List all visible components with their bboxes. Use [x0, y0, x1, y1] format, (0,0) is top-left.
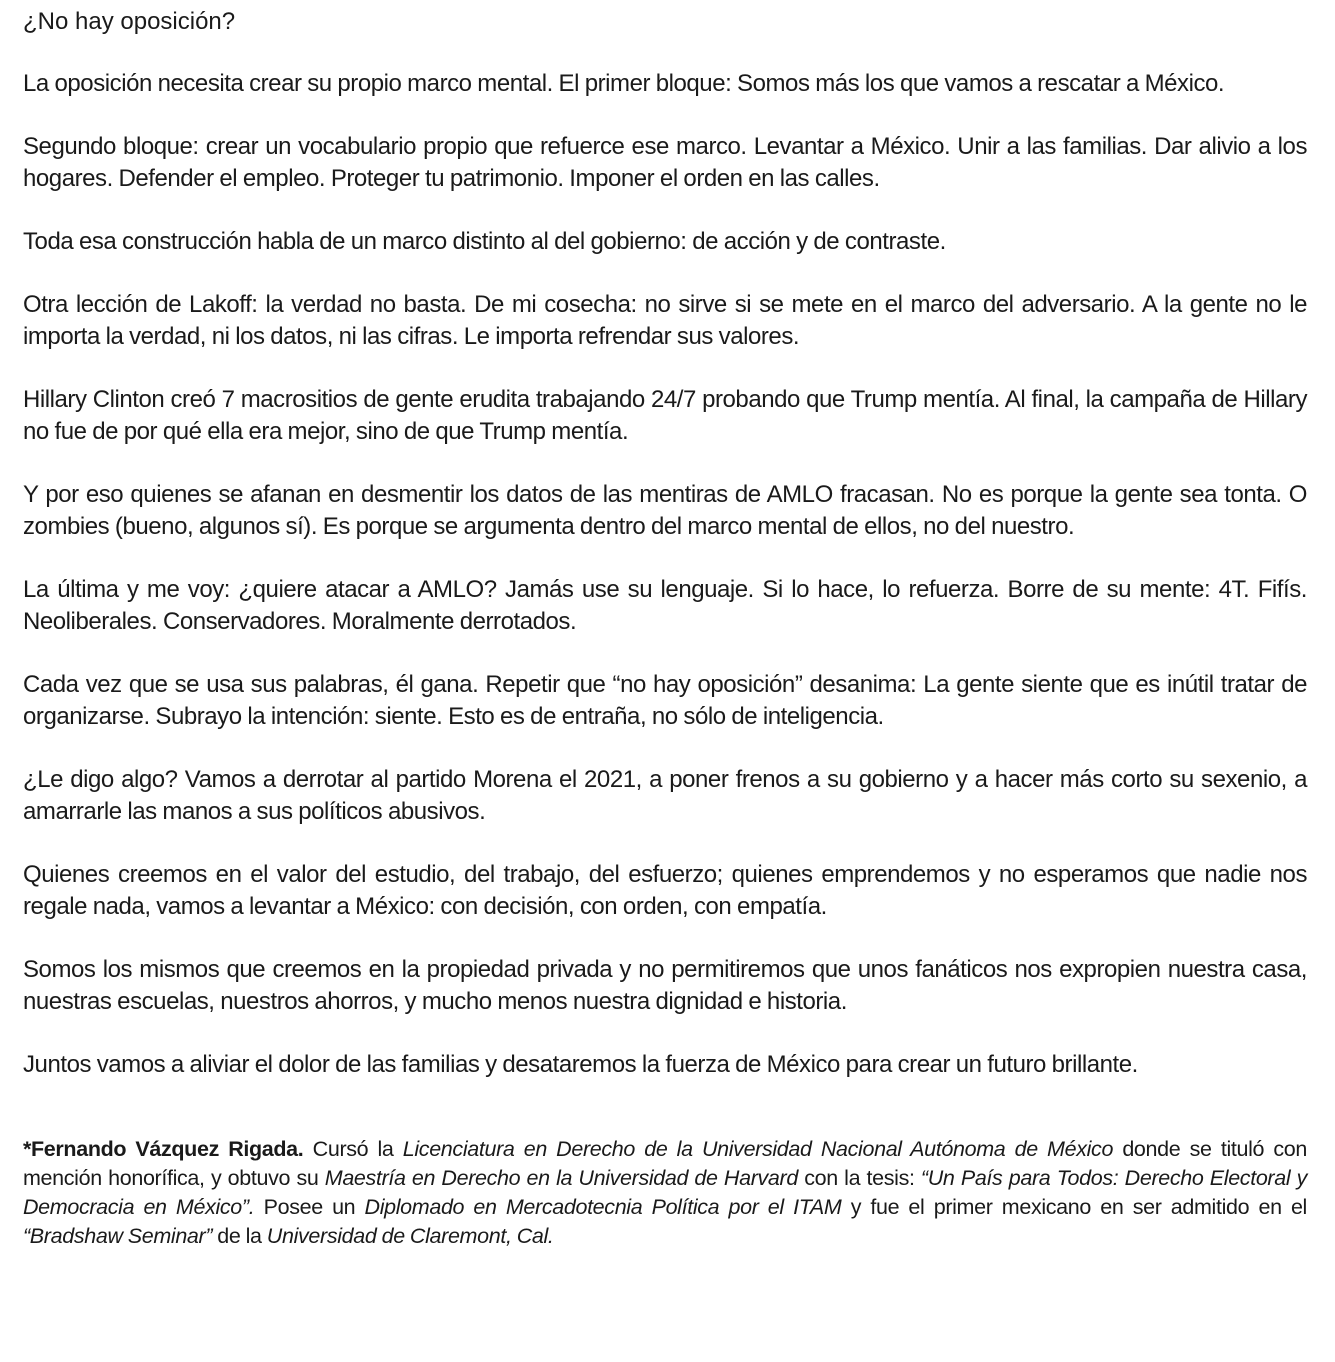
paragraph-11: Somos los mismos que creemos en la propiedad privada y no permitiremos que unos fanáticos nos expropien nuestra casa, nuestras escuelas, nuestros ahorros, y mucho menos nuestra dignidad e historia. — [23, 956, 1307, 1015]
bio-text: Posee un — [254, 1195, 365, 1219]
paragraph-10: Quienes creemos en el valor del estudio, del trabajo, del esfuerzo; quienes emprendemos y no esperamos que nadie nos regale nada, vamos a levantar a México: con decisión, con orden, con empatía. — [23, 861, 1307, 920]
bio-italic: “Un País para Todos: Derecho Electoral y Democracia en México”. — [23, 1166, 1307, 1219]
bio-italic: “Bradshaw Seminar” — [23, 1224, 213, 1248]
paragraph-4: Otra lección de Lakoff: la verdad no basta. De mi cosecha: no sirve si se mete en el marco del adversario. A la gente no le importa la verdad, ni los datos, ni las cifras. Le importa refrendar sus valores. — [23, 291, 1307, 350]
paragraph-1: La oposición necesita crear su propio marco mental. El primer bloque: Somos más los que vamos a rescatar a México. — [23, 70, 1225, 97]
paragraph-7: La última y me voy: ¿quiere atacar a AMLO? Jamás use su lenguaje. Si lo hace, lo refuerza. Borre de su mente: 4T. Fifís. Neoliberales. Conservadores. Moralmente derrotados. — [23, 576, 1307, 635]
bio-italic: Diplomado en Mercadotecnia Política por el ITAM — [364, 1195, 842, 1219]
paragraph-6: Y por eso quienes se afanan en desmentir los datos de las mentiras de AMLO fracasan. No es porque la gente sea tonta. O zombies (bueno, algunos sí). Es porque se argumenta dentro del marco mental de ellos, no del nuestro. — [23, 481, 1307, 540]
author-bio — [23, 1135, 1307, 1251]
bio-text: de la — [212, 1224, 267, 1248]
article-page — [23, 6, 1307, 1251]
paragraph-12: Juntos vamos a aliviar el dolor de las familias y desataremos la fuerza de México para crear un futuro brillante. — [23, 1051, 1138, 1078]
paragraph-8: Cada vez que se usa sus palabras, él gana. Repetir que “no hay oposición” desanima: La gente siente que es inútil tratar de organizarse. Subrayo la intención: siente. Esto es de entraña, no sólo de inteligencia. — [23, 671, 1307, 730]
author-name: *Fernando Vázquez Rigada. — [23, 1137, 304, 1161]
paragraph-3: Toda esa construcción habla de un marco distinto al del gobierno: de acción y de contraste. — [23, 228, 946, 255]
paragraph-9: ¿Le digo algo? Vamos a derrotar al partido Morena el 2021, a poner frenos a su gobierno y a hacer más corto su sexenio, a amarrarle las manos a sus políticos abusivos. — [23, 766, 1307, 825]
article-heading: ¿No hay oposición? — [23, 8, 236, 35]
paragraph-2: Segundo bloque: crear un vocabulario propio que refuerce ese marco. Levantar a México. Unir a las familias. Dar alivio a los hogares. Defender el empleo. Proteger tu patrimonio. Imponer el orden en las calles. — [23, 133, 1307, 192]
paragraph-5: Hillary Clinton creó 7 macrositios de gente erudita trabajando 24/7 probando que Trump mentía. Al final, la campaña de Hillary no fue de por qué ella era mejor, sino de que Trump mentía. — [23, 386, 1307, 445]
bio-text: Cursó la — [303, 1137, 403, 1161]
bio-italic: Maestría en Derecho en la Universidad de Harvard — [324, 1166, 798, 1190]
bio-text: y fue el primer mexicano en ser admitido en el — [841, 1195, 1307, 1219]
bio-text: donde se tituló con mención honorífica, y obtuvo su — [23, 1137, 1307, 1190]
bio-text: con la tesis: — [797, 1166, 921, 1190]
bio-italic: Universidad de Claremont, Cal. — [266, 1224, 554, 1248]
bio-italic: Licenciatura en Derecho de la Universidad Nacional Autónoma de México — [402, 1137, 1114, 1161]
